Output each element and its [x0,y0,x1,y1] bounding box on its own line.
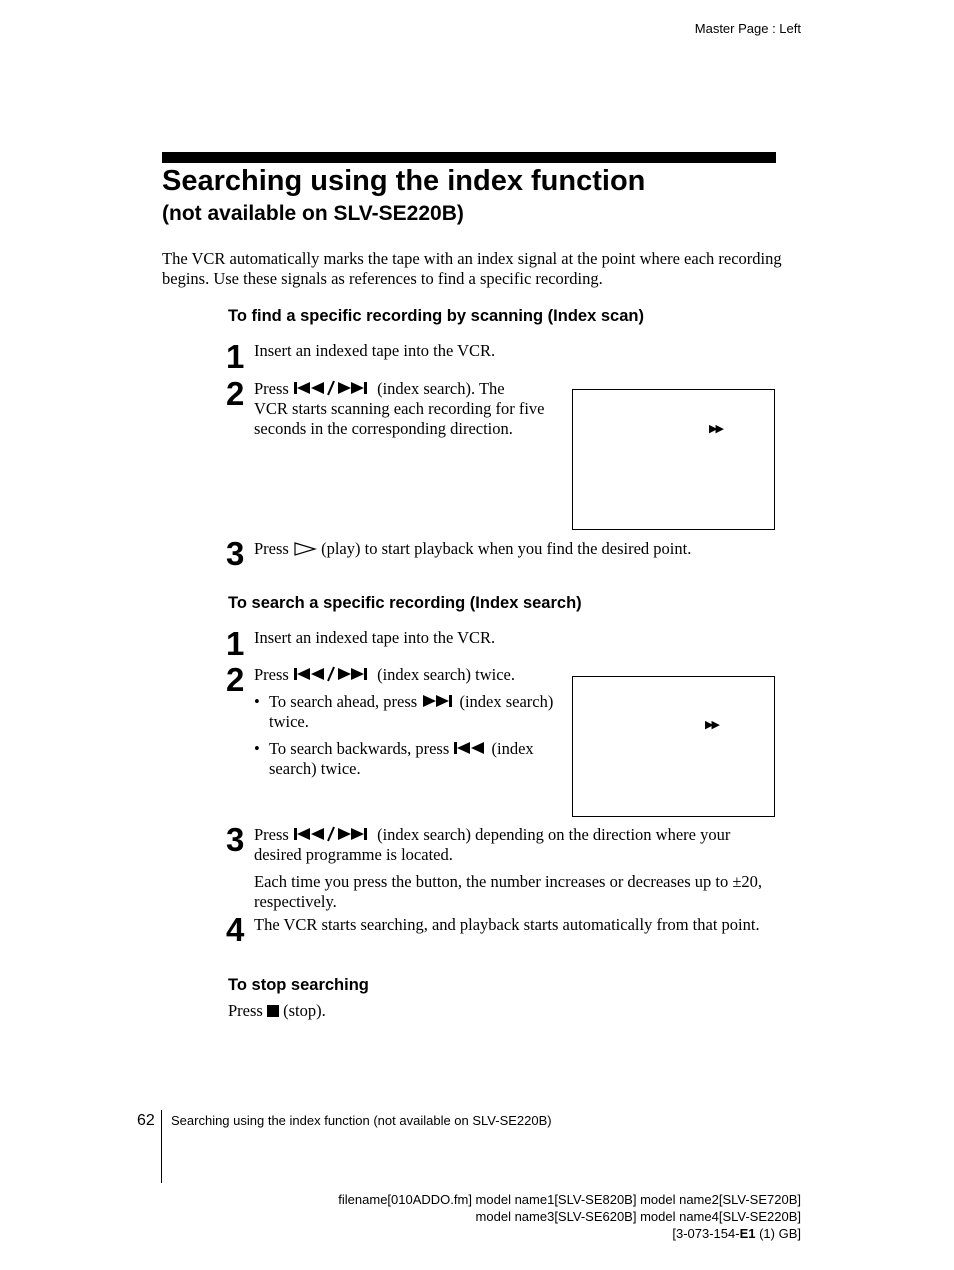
file-info-line: model name3[SLV-SE620B] model name4[SLV-SE220B] [475,1209,801,1224]
step-number: 2 [226,661,245,698]
play-outline-icon [293,542,317,556]
osd-screen [572,389,775,530]
step-text-after: (index search). The [377,379,505,398]
step-text [254,825,779,865]
step-text [254,539,774,559]
intro-paragraph: The VCR automatically marks the tape with an index signal at the point where each recording begins. Use these signals as references to find a specific recording. [162,249,782,288]
prev-next-index-icon [293,380,373,396]
fast-forward-icon: ▶▶ [709,422,722,435]
step-number: 4 [226,911,245,948]
step-text-after: (index search) depending on the direction where your desired programme is located. [254,825,731,864]
bullet-text: (index search) twice. [269,739,534,778]
step-number: 3 [226,535,245,572]
file-info [338,1191,801,1242]
stop-icon [267,1005,279,1017]
step-text: The VCR starts searching, and playback starts automatically from that point. [254,915,760,934]
running-title: Searching using the index function (not available on SLV-SE220B) [171,1113,552,1128]
file-info-line: [3-073-154-E1 (1) GB] [672,1226,801,1241]
osd-screen [572,676,775,817]
step-text-after: (play) to start playback when you find the desired point. [321,539,692,558]
stop-instruction [228,1001,326,1021]
section-heading-index-scan: To find a specific recording by scanning (Index scan) [228,307,644,325]
page-title: Searching using the index function [162,165,646,197]
press-label: Press [254,825,289,844]
step-text: Insert an indexed tape into the VCR. [254,628,496,647]
press-label: Press [254,379,289,398]
press-label: Press [254,665,289,684]
step-text [254,379,554,439]
section-heading-index-search: To search a specific recording (Index search) [228,594,582,612]
fast-forward-icon: ▶▶ [705,718,718,731]
press-label: Press [254,539,289,558]
step-number: 1 [226,625,245,662]
bullet-item: • To search backwards, press (index search) twice. [254,739,534,778]
bullet-text: To search backwards, press [269,739,450,758]
step-text: Insert an indexed tape into the VCR. [254,341,496,360]
step-number: 3 [226,821,245,858]
step-text [254,665,564,685]
file-info-line: filename[010ADDO.fm] model name1[SLV-SE820B] model name2[SLV-SE720B] [338,1192,801,1207]
prev-next-index-icon [293,666,373,682]
master-page-label: Master Page : Left [694,21,801,36]
section-heading-stop: To stop searching [228,976,369,994]
bullet-text: To search ahead, press [269,692,418,711]
title-rule [162,152,776,163]
step-number: 1 [226,338,245,375]
step-text-rest: VCR starts scanning each recording for five seconds in the corresponding direction. [254,399,545,438]
press-label: Press [228,1001,263,1020]
bullet-item: • To search ahead, press (index search) twice. [254,692,554,731]
page-number: 62 [137,1112,155,1129]
next-index-icon [421,693,455,709]
step-note: Each time you press the button, the number increases or decreases up to ±20, respectively. [254,872,763,911]
prev-index-icon [453,740,487,756]
step-text-after: (index search) twice. [377,665,515,684]
footer-rule [161,1110,162,1183]
stop-text-after: (stop). [283,1001,326,1020]
page-subtitle: (not available on SLV-SE220B) [162,202,464,225]
step-number: 2 [226,375,245,412]
prev-next-index-icon [293,826,373,842]
bullet-text: (index search) twice. [269,692,554,731]
